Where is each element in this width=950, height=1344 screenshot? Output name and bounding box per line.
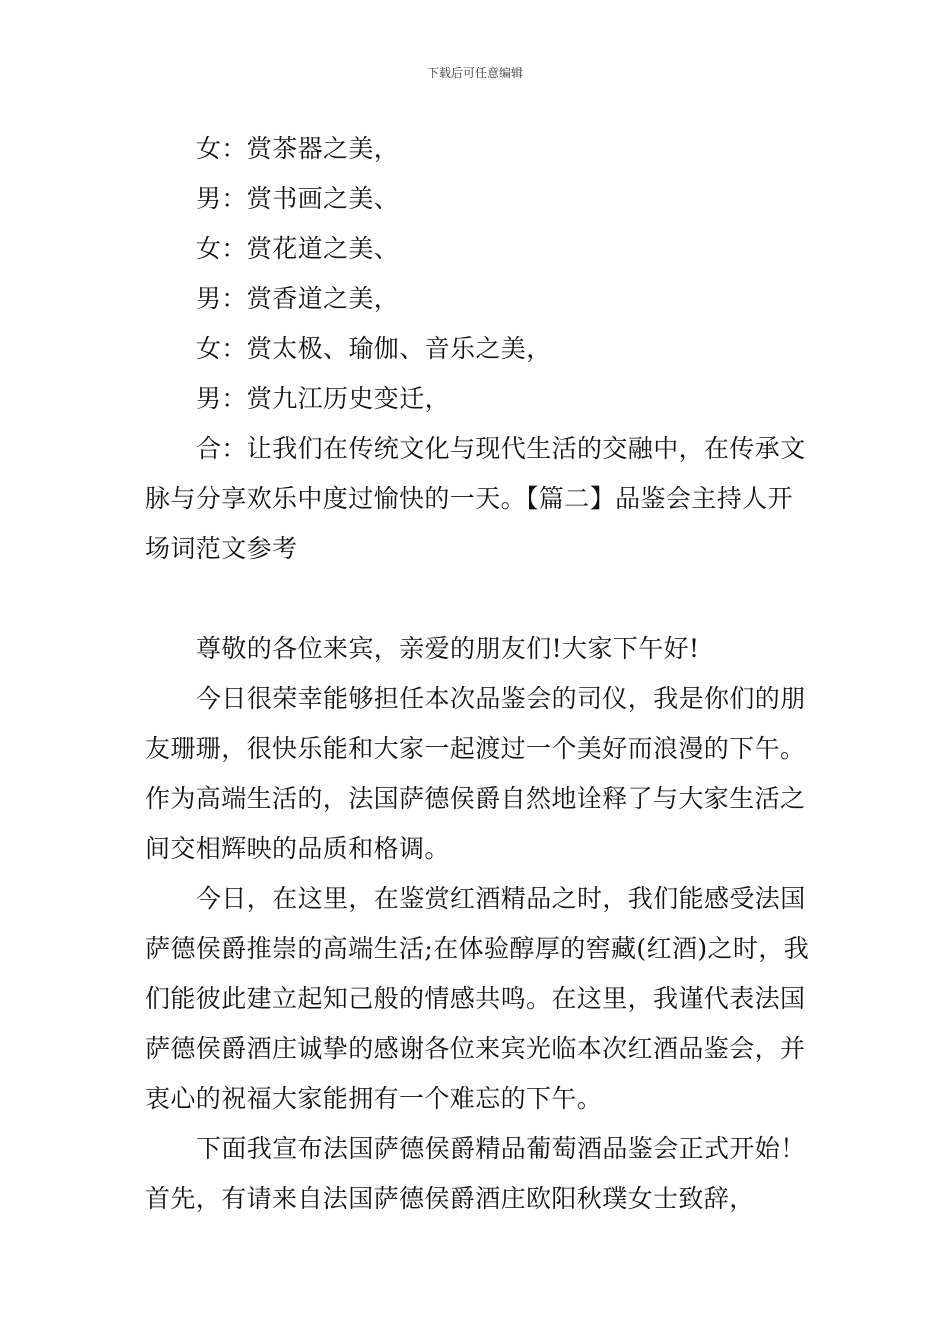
- dialogue-line-7: 合：让我们在传统文化与现代生活的交融中，在传承文脉与分享欢乐中度过愉快的一天。【篇二】品鉴会主持人开场词范文参考: [145, 434, 806, 563]
- dialogue-line-1: 女：赏茶器之美，: [196, 134, 400, 163]
- section-gap: [145, 574, 817, 624]
- dialogue-line-2: 男：赏书画之美、: [196, 184, 400, 213]
- dialogue-line-3: 女：赏花道之美、: [196, 234, 400, 263]
- page-header: 下载后可任意编辑: [426, 66, 523, 80]
- dialogue-line-6: 男：赏九江历史变迁，: [196, 384, 451, 413]
- dialogue-line-4: 男：赏香道之美，: [196, 284, 400, 313]
- document-body: [145, 124, 817, 1224]
- paragraph-greeting: 尊敬的各位来宾，亲爱的朋友们!大家下午好!: [196, 634, 700, 663]
- paragraph-today: 今日，在这里，在鉴赏红酒精品之时，我们能感受法国萨德侯爵推崇的高端生活;在体验醇厚的窖藏(红酒)之时，我们能彼此建立起知己般的情感共鸣。在这里，我谨代表法国萨德侯爵酒庄诚挚的感谢各位来宾光临本次红酒品鉴会，并衷心的祝福大家能拥有一个难忘的下午。: [145, 884, 810, 1113]
- paragraph-announcement: 下面我宣布法国萨德侯爵精品葡萄酒品鉴会正式开始！首先，有请来自法国萨德侯爵酒庄欧阳秋璞女士致辞，: [145, 1134, 806, 1213]
- paragraph-intro: 今日很荣幸能够担任本次品鉴会的司仪，我是你们的朋友珊珊，很快乐能和大家一起渡过一个美好而浪漫的下午。作为高端生活的，法国萨德侯爵自然地诠释了与大家生活之间交相辉映的品质和格调。: [145, 684, 806, 863]
- dialogue-line-5: 女：赏太极、瑜伽、音乐之美，: [196, 334, 552, 363]
